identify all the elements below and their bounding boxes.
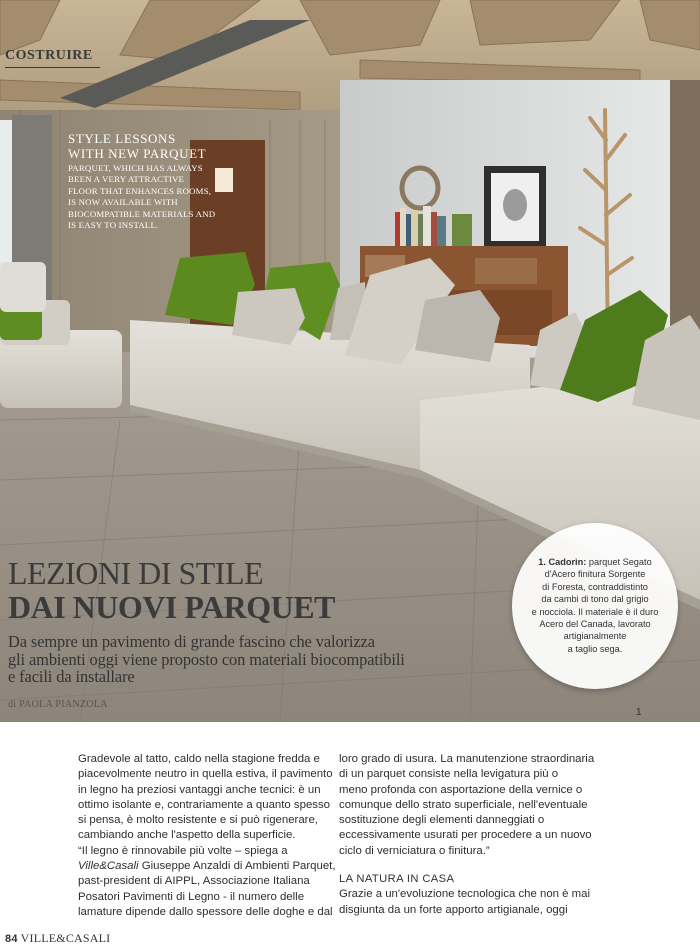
teaser-body bbox=[68, 163, 268, 231]
body-column-left bbox=[78, 752, 343, 920]
photo-caption bbox=[524, 556, 666, 655]
body-line: eccessivamente usurati per procedere a un nuovo bbox=[339, 829, 592, 842]
teaser-body-line: BIOCOMPATIBLE MATERIALS AND bbox=[68, 208, 216, 219]
teaser-body-line: BEEN A VERY ATTRACTIVE bbox=[68, 174, 185, 185]
body-line: si pensa, è molto resistente e si può rigenerare, bbox=[78, 814, 318, 827]
byline: di PAOLA PIANZOLA bbox=[8, 699, 108, 710]
grey-cushion bbox=[415, 290, 500, 362]
headline-line-2: DAI NUOVI PARQUET bbox=[8, 589, 335, 625]
photo-number: 1 bbox=[636, 707, 642, 718]
body-line: loro grado di usura. La manutenzione straordinaria bbox=[339, 753, 595, 765]
body-line: past-president di AIPPL, Associazione Italiana bbox=[78, 875, 310, 888]
body-line: lamature dipende dallo spessore delle doghe e dal bbox=[78, 905, 333, 918]
subhead-line: gli ambienti oggi viene proposto con materiali biocompatibili bbox=[8, 649, 405, 669]
subhead-line: e facili da installare bbox=[8, 667, 135, 686]
caption-first-line bbox=[524, 556, 666, 568]
teaser-title-line: WITH NEW PARQUET bbox=[68, 146, 207, 161]
caption-line: artigianalmente bbox=[563, 631, 627, 642]
body-line: cambiando anche l'aspetto della superficie. bbox=[78, 829, 296, 842]
subsection-title: LA NATURA IN CASA bbox=[339, 873, 455, 886]
caption-line: e nocciola. Il materiale è il duro bbox=[531, 606, 659, 617]
article-subhead bbox=[8, 633, 438, 686]
caption-number: 1. bbox=[538, 557, 546, 567]
body-line: meno profonda con asportazione della vernice o bbox=[339, 783, 583, 796]
section-tag: COSTRUIRE bbox=[5, 48, 93, 63]
magazine-name: Ville&Casali bbox=[78, 860, 139, 873]
body-line: Grazie a un'evoluzione tecnologica che non è mai bbox=[339, 888, 591, 901]
body-line: “Il legno è rinnovabile più volte – spiega a bbox=[78, 844, 288, 857]
body-line: piacevolmente neutro in quella estiva, il pavimento bbox=[78, 768, 333, 781]
body-line: comunque dello strato superficiale, nell'eventuale bbox=[339, 798, 588, 811]
subhead-line: Da sempre un pavimento di grande fascino che valorizza bbox=[8, 632, 375, 651]
caption-line: d'Acero finitura Sorgente bbox=[544, 569, 646, 580]
body-line: Posatori Pavimenti di Legno - il numero delle bbox=[78, 890, 305, 903]
magazine-title: VILLE&CASALI bbox=[20, 931, 111, 945]
section-divider bbox=[5, 67, 100, 68]
body-line: ciclo di verniciatura o finitura.” bbox=[339, 844, 490, 857]
headline-line-1: LEZIONI DI STILE bbox=[8, 555, 264, 591]
teaser-body-line: IS EASY TO INSTALL. bbox=[68, 220, 159, 231]
body-line bbox=[78, 859, 343, 874]
body-line: Gradevole al tatto, caldo nella stagione fredda e bbox=[78, 753, 320, 765]
caption-line: Acero del Canada, lavorato bbox=[539, 619, 651, 630]
grey-cushion bbox=[232, 288, 305, 345]
caption-line: a taglio sega. bbox=[567, 643, 623, 654]
body-line: disgiunta da un forte apporto artigianale, oggi bbox=[339, 903, 568, 916]
caption-brand: Cadorin: bbox=[548, 557, 587, 567]
body-column-right bbox=[339, 752, 604, 918]
caption-line: da cambi di tono dal grigio bbox=[541, 594, 649, 605]
teaser-body-line: IS NOW AVAILABLE WITH bbox=[68, 197, 178, 208]
body-line: in legno ha preziosi vantaggi anche tecnici: è un bbox=[78, 783, 321, 796]
teaser-body-line: FLOOR THAT ENHANCES ROOMS, bbox=[68, 185, 212, 196]
page-number: 84 bbox=[5, 933, 18, 945]
english-teaser bbox=[68, 131, 268, 231]
body-line: ottimo isolante e, contrariamente a quanto spesso bbox=[78, 798, 331, 811]
teaser-title-line: STYLE LESSONS bbox=[68, 131, 176, 146]
teaser-title bbox=[68, 131, 268, 161]
article-headline bbox=[8, 556, 335, 624]
caption-line: parquet Segato bbox=[588, 557, 652, 567]
body-line: sostituzione degli elementi danneggiati o bbox=[339, 814, 545, 827]
caption-line: di Foresta, contraddistinto bbox=[542, 581, 648, 592]
page-footer bbox=[5, 931, 110, 946]
body-line: di un parquet consiste nella levigatura più o bbox=[339, 768, 559, 781]
teaser-body-line: PARQUET, WHICH HAS ALWAYS bbox=[68, 163, 203, 173]
body-line-rest: Giuseppe Anzaldi di Ambienti Parquet, bbox=[138, 860, 336, 873]
